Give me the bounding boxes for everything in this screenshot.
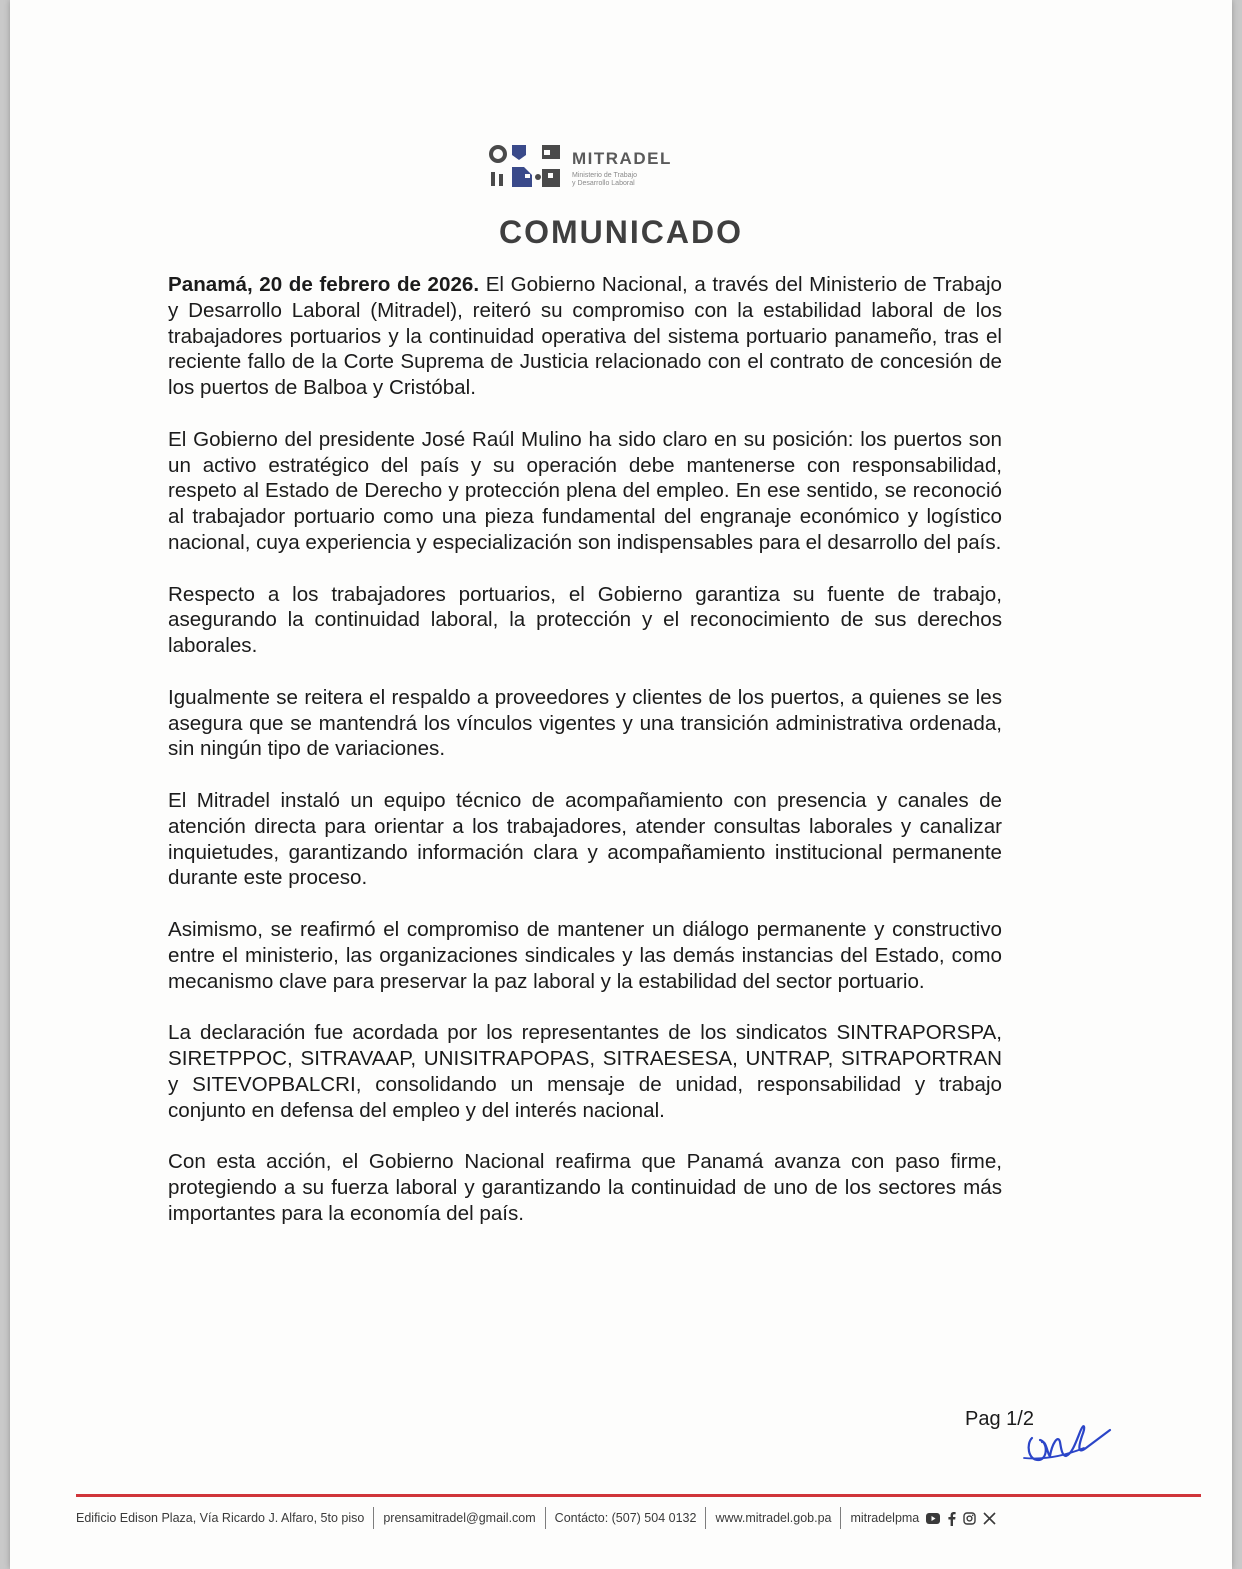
footer-divider: [373, 1507, 374, 1529]
paragraph-1: [168, 272, 1002, 401]
logo-name: MITRADEL: [572, 149, 672, 168]
youtube-icon[interactable]: [926, 1513, 940, 1524]
footer-contact: Contácto: (507) 504 0132: [554, 1511, 697, 1525]
logo-sub-line1: Ministerio de Trabajo: [572, 172, 637, 179]
logo-sub-line2: y Desarrollo Laboral: [572, 180, 635, 187]
dateline: Panamá, 20 de febrero de 2026.: [168, 273, 480, 296]
footer-divider: [705, 1507, 706, 1529]
logo-mark-icon: [488, 141, 568, 197]
footer-website[interactable]: www.mitradel.gob.pa: [715, 1511, 832, 1525]
facebook-icon[interactable]: [947, 1511, 956, 1526]
footer: [76, 1506, 1136, 1530]
document-body: [168, 272, 1002, 1252]
signature-icon: [1020, 1408, 1120, 1478]
paragraph-6: Asimismo, se reafirmó el compromiso de mantener un diálogo permanente y constructivo entre el ministerio, las organizaciones sindicales y las demás instancias del Estado, como mecanismo clave para preservar la paz laboral y la estabilidad del sector portuario.: [168, 917, 1002, 993]
instagram-icon[interactable]: [963, 1512, 976, 1525]
paragraph-2: El Gobierno del presidente José Raúl Mulino ha sido claro en su posición: los puertos son un activo estratégico del país y su operación debe mantenerse con responsabilidad, respeto al Estado de Derecho y protección plena del empleo. En ese sentido, se reconoció al trabajador portuario como una pieza fundamental del engranaje económico y logístico nacional, cuya experiencia y especialización son indispensables para el desarrollo del país.: [168, 427, 1002, 554]
page-number: Pag 1/2: [965, 1408, 1034, 1430]
page-title: COMUNICADO: [499, 214, 743, 250]
logo-subtitle: [572, 172, 682, 188]
paragraph-1-text: El Gobierno Nacional, a través del Ministerio de Trabajo y Desarrollo Laboral (Mitradel), reiteró su compromiso con la estabilidad laboral de los trabajadores portuarios y la continuidad operativa del sistema portuario panameño, tras el reciente fallo de la Corte Suprema de Justicia relacionado con el contrato de concesión de los puertos de Balboa y Cristóbal.: [168, 273, 1002, 400]
footer-divider: [840, 1507, 841, 1529]
paragraph-5: El Mitradel instaló un equipo técnico de acompañamiento con presencia y canales de atención directa para orientar a los trabajadores, atender consultas laborales y canalizar inquietudes, garantizando información clara y acompañamiento institucional permanente durante este proceso.: [168, 788, 1002, 890]
mitradel-logo: [488, 141, 698, 197]
document-page: [10, 0, 1232, 1569]
footer-email[interactable]: prensamitradel@gmail.com: [383, 1511, 536, 1525]
footer-social-handle[interactable]: mitradelpma: [850, 1511, 920, 1525]
footer-rule: [76, 1494, 1201, 1497]
footer-address: Edificio Edison Plaza, Vía Ricardo J. Alfaro, 5to piso: [76, 1511, 365, 1525]
footer-divider: [545, 1507, 546, 1529]
paragraph-8: Con esta acción, el Gobierno Nacional reafirma que Panamá avanza con paso firme, protegiendo a su fuerza laboral y garantizando la continuidad de uno de los sectores más importantes para la economía del país.: [168, 1150, 1002, 1225]
paragraph-4: Igualmente se reitera el respaldo a proveedores y clientes de los puertos, a quienes se les asegura que se mantendrá los vínculos vigentes y una transición administrativa ordenada, sin ningún tipo de variaciones.: [168, 685, 1002, 761]
paragraph-3: Respecto a los trabajadores portuarios, el Gobierno garantiza su fuente de trabajo, asegurando la continuidad laboral, la protección y el reconocimiento de sus derechos laborales.: [168, 582, 1002, 658]
x-icon[interactable]: [983, 1512, 996, 1525]
paragraph-7: La declaración fue acordada por los representantes de los sindicatos SINTRAPORSPA, SIRETPPOC, SITRAVAAP, UNISITRAPOPAS, SITRAESESA, UNTRAP, SITRAPORTRAN y SITEVOPBALCRI, consolidando un mensaje de unidad, responsabilidad y trabajo conjunto en defensa del empleo y del interés nacional.: [168, 1021, 1002, 1122]
social-icons: [926, 1511, 996, 1526]
